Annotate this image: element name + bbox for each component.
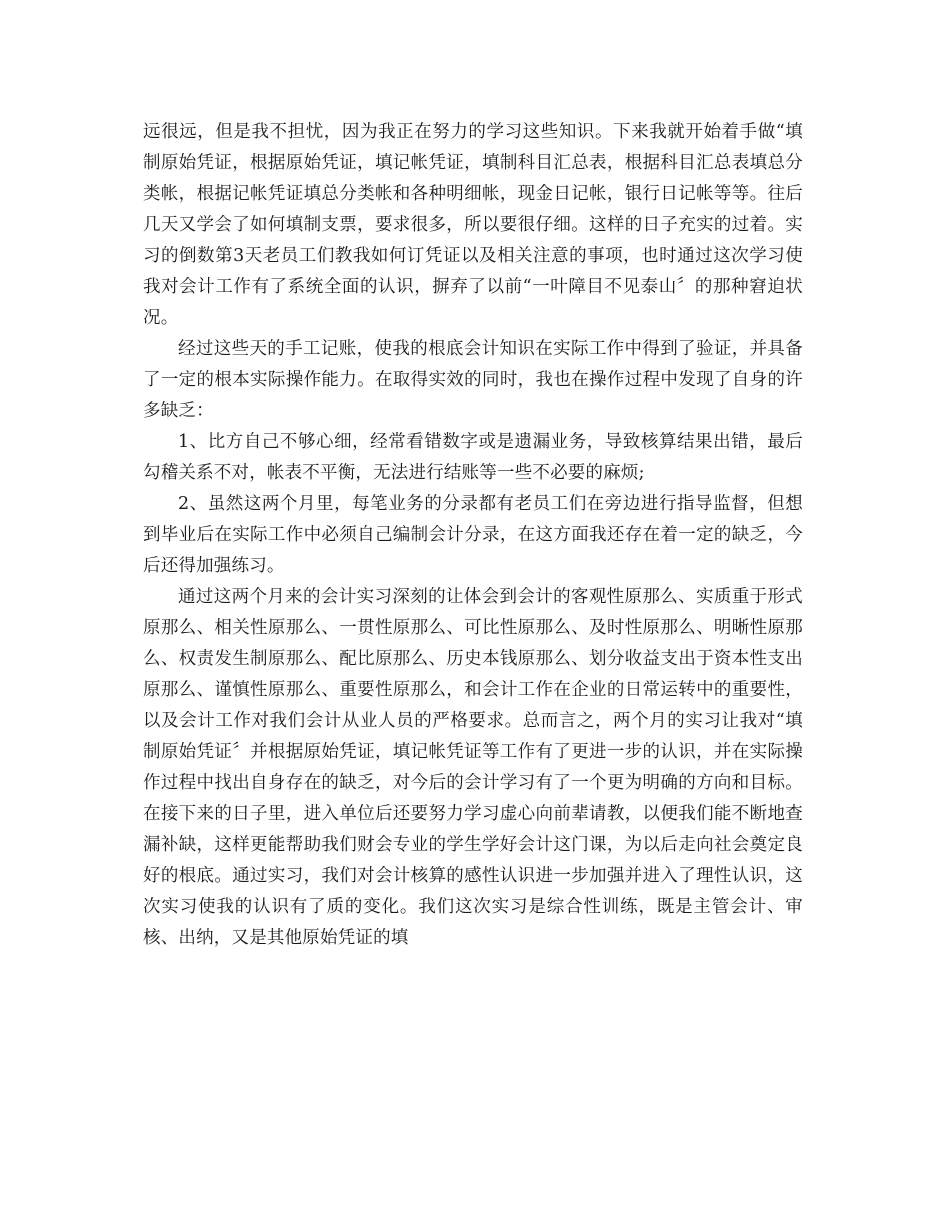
paragraph-summary: 通过这两个月来的会计实习深刻的让体会到会计的客观性原那么、实质重于形式原那么、相关性原那么、一贯性原那么、可比性原那么、及时性原那么、明晰性原那么、权责发生制原那么、配比原那么、历史本钱原那么、划分收益支出于资本性支出原那么、谨慎性原那么、重要性原那么，和会计工作在企业的日常运转中的重要性，以及会计工作对我们会计从业人员的严格要求。总而言之，两个月的实习让我对“填制原始凭证〞并根据原始凭证，填记帐凭证等工作有了更进一步的认识，并在实际操作过程中找出自身存在的缺乏，对今后的会计学习有了一个更为明确的方向和目标。在接下来的日子里，进入单位后还要努力学习虚心向前辈请教，以便我们能不断地查漏补缺，这样更能帮助我们财会专业的学生学好会计这门课，为以后走向社会奠定良好的根底。通过实习，我们对会计核算的感性认识进一步加强并进入了理性认识，这次实习使我的认识有了质的变化。我们这次实习是综合性训练，既是主管会计、审核、出纳，又是其他原始凭证的填 <box>143 587 803 948</box>
document-body <box>143 117 803 954</box>
paragraph-shortcoming-1: 1、比方自己不够心细，经常看错数字或是遗漏业务，导致核算结果出错，最后勾稽关系不对，帐表不平衡，无法进行结账等一些不必要的麻烦; <box>143 432 803 483</box>
paragraph-manual-bookkeeping: 经过这些天的手工记账，使我的根底会计知识在实际工作中得到了验证，并具备了一定的根本实际操作能力。在取得实效的同时，我也在操作过程中发现了自身的许多缺乏： <box>143 339 803 421</box>
paragraph-continuation: 远很远，但是我不担忧，因为我正在努力的学习这些知识。下来我就开始着手做“填制原始凭证，根据原始凭证，填记帐凭证，填制科目汇总表，根据科目汇总表填总分类帐，根据记帐凭证填总分类帐和各种明细帐，现金日记帐，银行日记帐等等。往后几天又学会了如何填制支票，要求很多，所以要很仔细。这样的日子充实的过着。实习的倒数第3天老员工们教我如何订凭证以及相关注意的事项，也时通过这次学习使我对会计工作有了系统全面的认识，摒弃了以前“一叶障目不见泰山〞的那种窘迫状况。 <box>143 122 803 328</box>
paragraph-shortcoming-2: 2、虽然这两个月里，每笔业务的分录都有老员工们在旁边进行指导监督，但想到毕业后在实际工作中必须自己编制会计分录，在这方面我还存在着一定的缺乏，今后还得加强练习。 <box>143 494 803 576</box>
